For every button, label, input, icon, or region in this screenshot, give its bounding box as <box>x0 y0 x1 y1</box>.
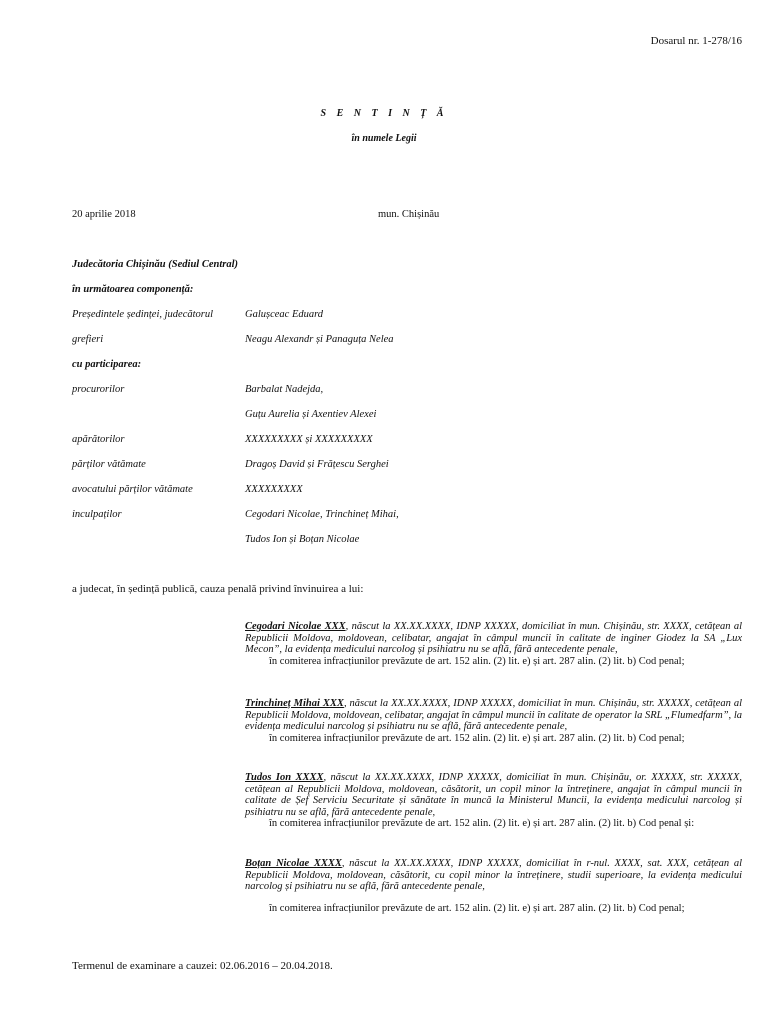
defendants-role: inculpaților <box>72 509 122 520</box>
document-title: S E N T I N Ț Ă <box>320 108 448 119</box>
case-number: Dosarul nr. 1-278/16 <box>650 35 742 47</box>
defendant-name: Tudos Ion XXXX <box>245 772 324 783</box>
president-role: Președintele ședinței, judecătorul <box>72 309 214 320</box>
court-name: Judecătoria Chișinău (Sediul Central) <box>72 259 238 270</box>
participation-label: cu participarea: <box>72 359 142 370</box>
sentence-place: mun. Chișinău <box>378 209 440 220</box>
defendant-details: , născut la XX.XX.XXXX, IDNP XXXXX, domiciliat în mun. Chișinău, str. XXXXX, cetățean al Republicii Moldova, moldovean, celibatar, angajat în câmpul muncii în calitate de operator la SRL „Flumedfarm”, la evidența medicului narcolog și psihiatru nu se află, fără antecedente penale, <box>245 698 742 732</box>
defendant-details: , născut la XX.XX.XXXX, IDNP XXXXX, domiciliat în mun. Chișinău, or. XXXXX, str. XXXXX, cetățean al Republicii Moldova, moldovean, căsătorit, un copil minor la întreținere, angajat în câmpul muncii în calitate de Șef Serviciu Securitate și sănătate în muncă la Ministerul Muncii, la evidența medicului narcolog și psihiatru nu se află, fără antecedente penale, <box>245 772 742 818</box>
prosecutors-line1: Barbalat Nadejda, <box>245 384 324 395</box>
defendant-paragraph <box>245 772 742 830</box>
examination-period: Termenul de examinare a cauzei: 02.06.2016 – 20.04.2018. <box>72 960 333 972</box>
defendant-paragraph <box>245 698 742 744</box>
president-name: Galușceac Eduard <box>245 309 324 320</box>
defendant-charge: în comiterea infracțiunilor prevăzute de art. 152 alin. (2) lit. e) și art. 287 alin. (2) lit. b) Cod penal; <box>269 902 685 914</box>
composition-label: în următoarea componență: <box>72 284 194 295</box>
defendant-charge: în comiterea infracțiunilor prevăzute de art. 152 alin. (2) lit. e) și art. 287 alin. (2) lit. b) Cod penal; <box>269 655 685 667</box>
defendants-line1: Cegodari Nicolae, Trinchineț Mihai, <box>245 509 399 520</box>
defendant-details: , născut la XX.XX.XXXX, IDNP XXXXX, domiciliat în mun. Chișinău, str. XXXX, cetățean al Republicii Moldova, moldovean, celibatar, angajat în câmpul muncii în calitate de inginer Giodez la SA „Lux Mecon”, la evidența medicului narcolog și psihiatru nu se află, fără antecedente penale, <box>245 621 742 655</box>
victims-role: părților vătămate <box>72 459 146 470</box>
defendant-paragraph <box>245 621 742 667</box>
victims-lawyer-role: avocatului părților vătămate <box>72 484 193 495</box>
defendant-name: Cegodari Nicolae XXX <box>245 621 346 632</box>
intro-text: a judecat, în ședință publică, cauza penală privind învinuirea a lui: <box>72 583 364 595</box>
defendant-name: Boțan Nicolae XXXX <box>245 858 342 869</box>
defenders-names: XXXXXXXXX și XXXXXXXXX <box>245 434 373 445</box>
defendant-name: Trinchineț Mihai XXX <box>245 698 344 709</box>
victims-lawyer-name: XXXXXXXXX <box>245 484 303 495</box>
sentence-date: 20 aprilie 2018 <box>72 209 136 220</box>
defendants-line2: Tudos Ion și Boțan Nicolae <box>245 534 360 545</box>
defendant-charge: în comiterea infracțiunilor prevăzute de art. 152 alin. (2) lit. e) și art. 287 alin. (2) lit. b) Cod penal; <box>269 732 685 744</box>
defendant-details: , născut la XX.XX.XXXX, IDNP XXXXX, domiciliat în r-nul. XXXX, sat. XXX, cetățean al Republicii Moldova, moldovean, căsătorit, cu copil minor la întreținere, studii superioare, la evidența medicului narcolog și psihiatru nu se află, fără antecedente penale, <box>245 858 743 892</box>
defendant-charge: în comiterea infracțiunilor prevăzute de art. 152 alin. (2) lit. e) și art. 287 alin. (2) lit. b) Cod penal și: <box>269 818 695 829</box>
defenders-role: apărătorilor <box>72 434 125 445</box>
clerks-names: Neagu Alexandr și Panaguța Nelea <box>245 334 394 345</box>
defendant-paragraph <box>245 858 742 914</box>
clerks-role: grefieri <box>72 334 104 345</box>
document-subtitle: în numele Legii <box>351 133 417 144</box>
prosecutors-role: procurorilor <box>72 384 125 395</box>
victims-names: Dragoș David și Frățescu Serghei <box>245 459 389 470</box>
prosecutors-line2: Guțu Aurelia și Axentiev Alexei <box>245 409 377 420</box>
